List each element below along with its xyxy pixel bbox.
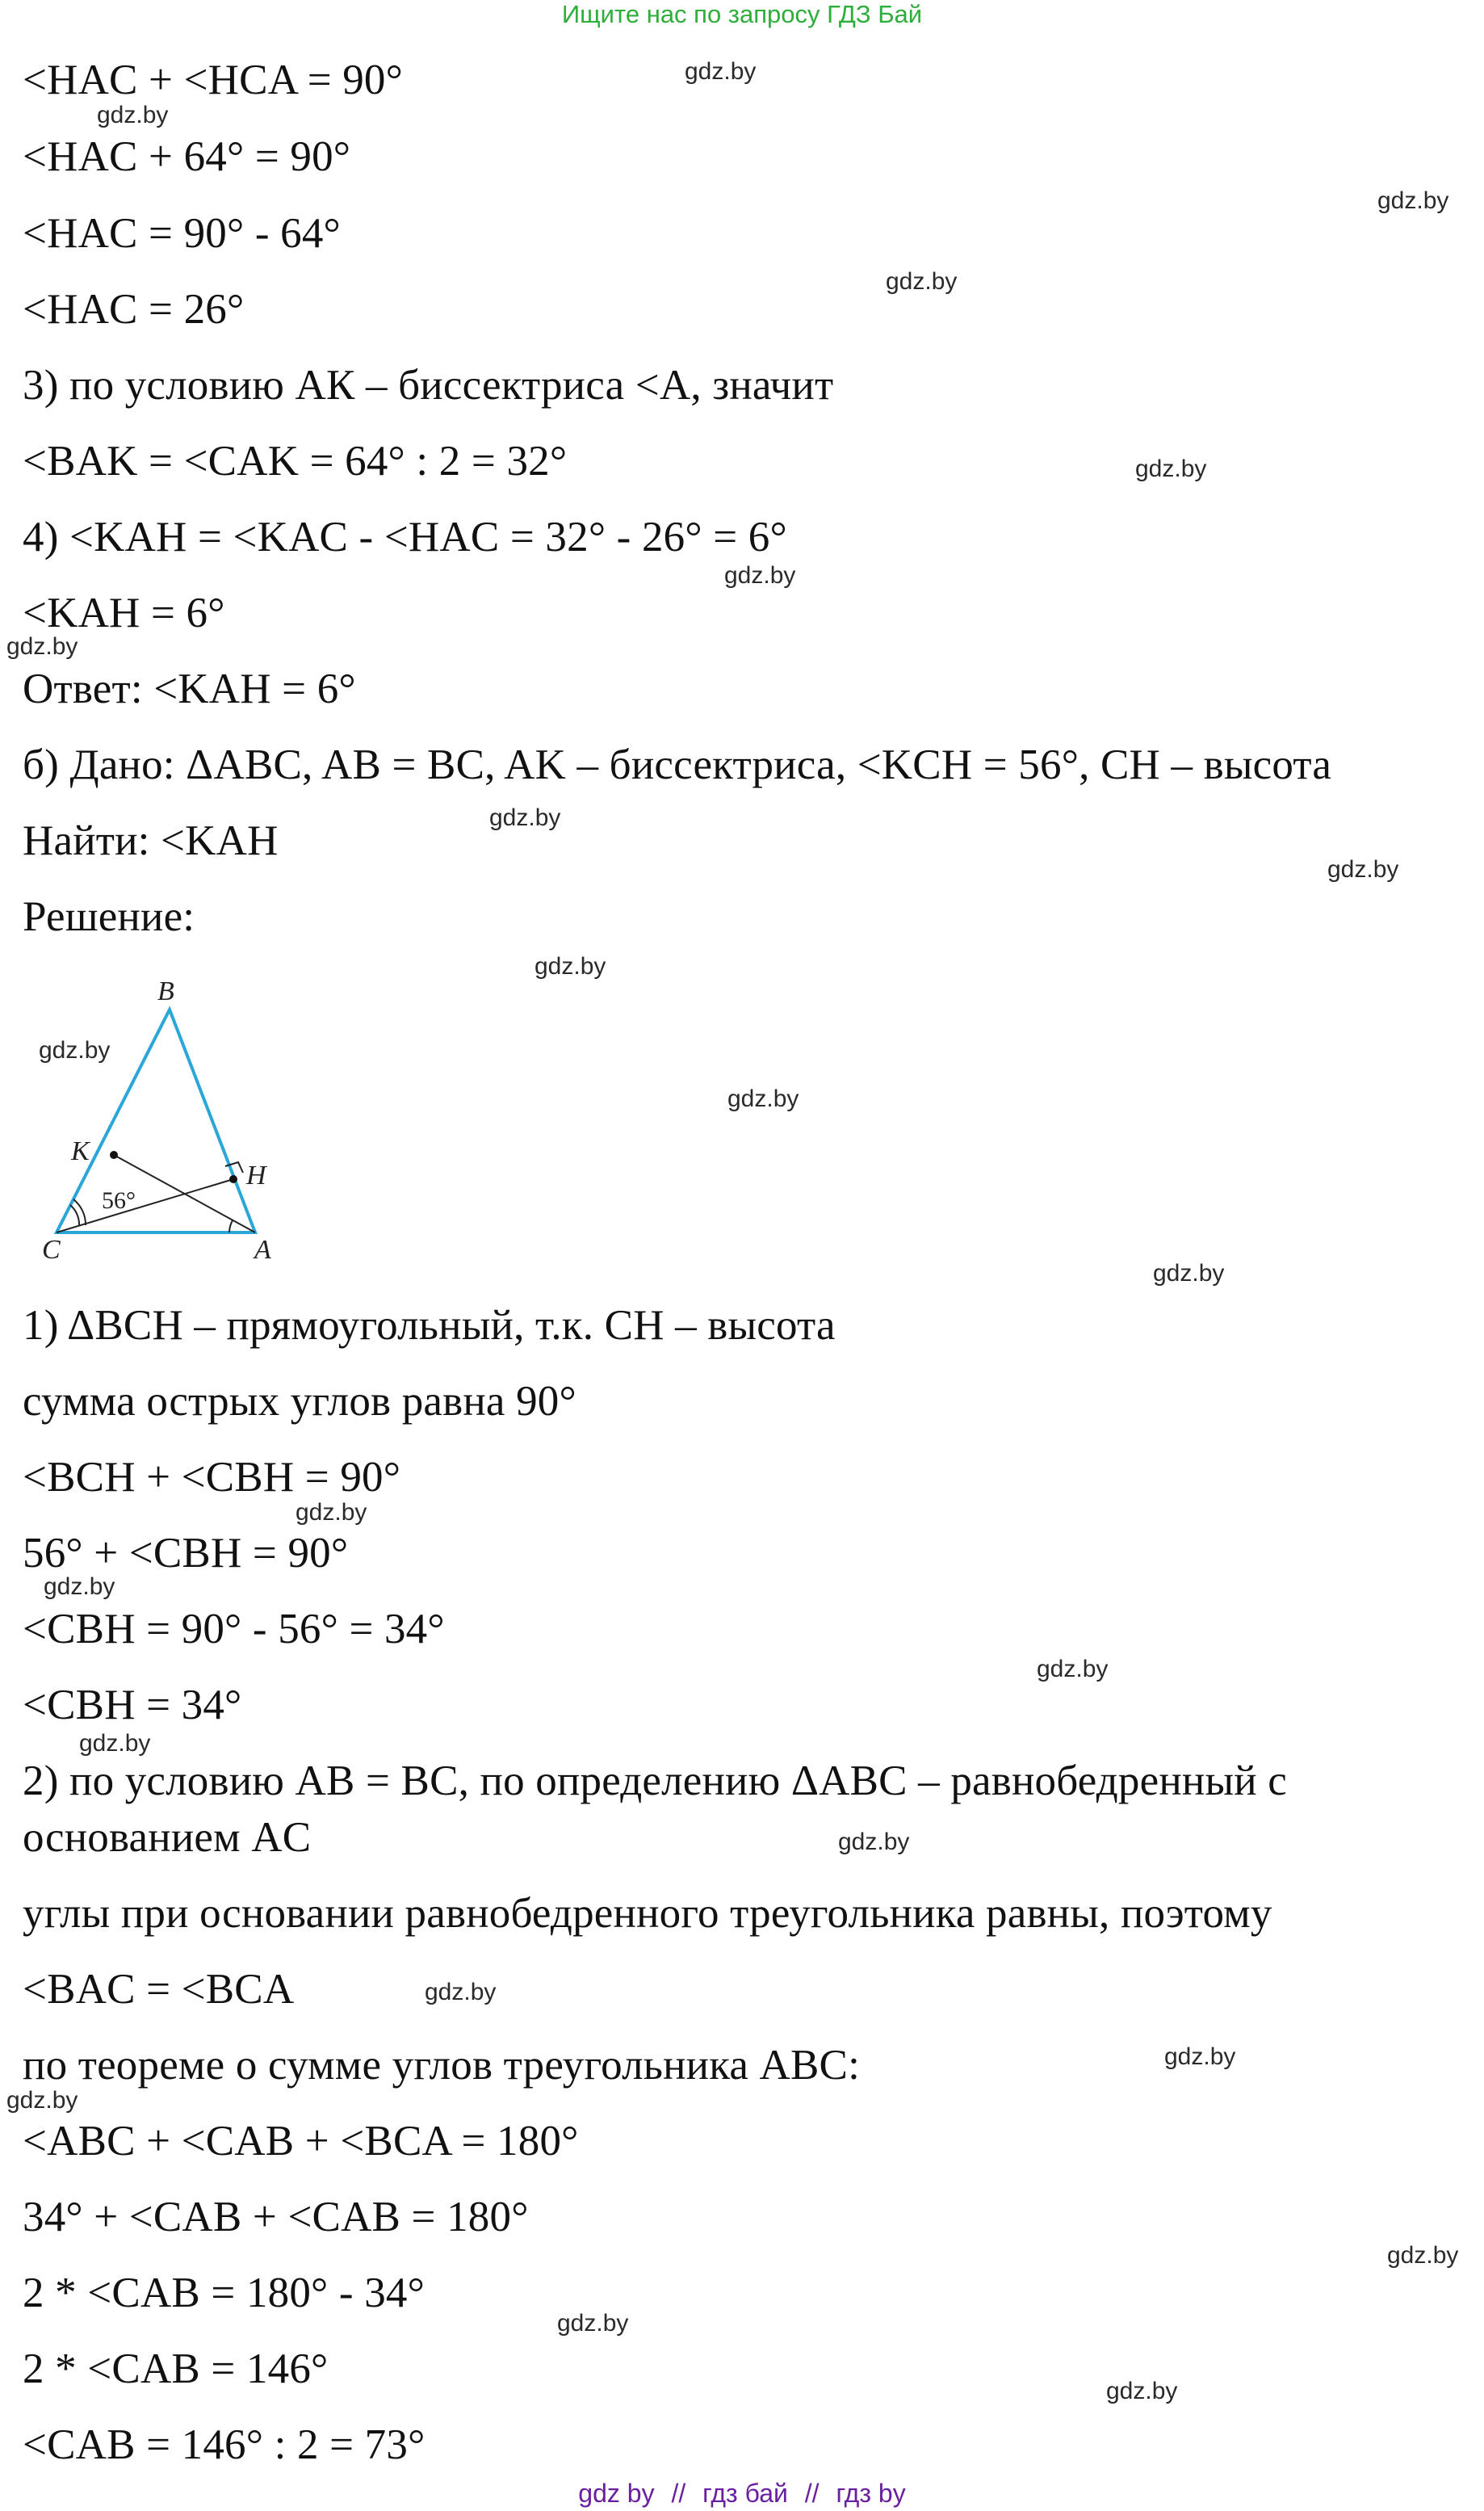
answer-line: Ответ: <KAH = 6°	[23, 666, 356, 712]
watermark: gdz.by	[838, 1829, 910, 1855]
text-line: <CBH = 34°	[23, 1682, 242, 1728]
watermark: gdz.by	[1153, 1260, 1225, 1287]
watermark: gdz.by	[1106, 2378, 1178, 2404]
footer-link-gdz-by-ru[interactable]: гдз by	[836, 2479, 906, 2508]
watermark: gdz.by	[685, 58, 757, 85]
text-line: <HAC = 26°	[23, 286, 245, 333]
text-line: <HAC = 90° - 64°	[23, 210, 341, 257]
text-line: 56° + <CBH = 90°	[23, 1530, 349, 1577]
label-k: K	[71, 1136, 90, 1166]
label-h: H	[246, 1161, 266, 1190]
watermark: gdz.by	[44, 1573, 115, 1600]
angle-arc-a	[229, 1220, 233, 1232]
point-h	[229, 1175, 237, 1183]
text-line: <BAK = <CAK = 64° : 2 = 32°	[23, 438, 568, 485]
watermark: gdz.by	[886, 268, 958, 295]
watermark: gdz.by	[1387, 2242, 1459, 2269]
triangle-diagram	[40, 961, 299, 1284]
text-line: 2 * <CAB = 146°	[23, 2345, 329, 2392]
text-line: <KAH = 6°	[23, 590, 225, 636]
watermark: gdz.by	[724, 562, 796, 589]
text-line: <CBH = 90° - 56° = 34°	[23, 1606, 445, 1652]
angle-label-56: 56°	[102, 1187, 136, 1214]
footer-links	[0, 2478, 1484, 2509]
watermark: gdz.by	[425, 1979, 497, 2005]
text-line: <BAC = <BCA	[23, 1966, 295, 2013]
footer-link-gdz-bai[interactable]: гдз бай	[702, 2479, 788, 2508]
solution-heading: Решение:	[23, 893, 195, 940]
watermark: gdz.by	[97, 102, 169, 128]
footer-link-gdz-by[interactable]: gdz by	[578, 2479, 655, 2508]
text-line: <ABC + <CAB + <BCA = 180°	[23, 2118, 579, 2165]
text-line: <BCH + <CBH = 90°	[23, 1454, 401, 1501]
text-line: <HAC + 64° = 90°	[23, 133, 351, 180]
text-line: углы при основании равнобедренного треугольника равны, поэтому	[23, 1890, 1272, 1937]
text-line: 3) по условию АК – биссектриса <А, значит	[23, 362, 834, 409]
watermark: gdz.by	[1327, 856, 1399, 883]
text-line: 2 * <CAB = 180° - 34°	[23, 2270, 425, 2316]
watermark: gdz.by	[39, 1037, 111, 1064]
footer-separator: //	[671, 2479, 686, 2508]
point-k	[110, 1151, 118, 1159]
angle-arc-c-1	[70, 1205, 79, 1226]
watermark: gdz.by	[6, 633, 78, 660]
text-line: 1) ΔBCH – прямоугольный, т.к. CH – высота	[23, 1302, 836, 1349]
footer-separator: //	[804, 2479, 820, 2508]
watermark: gdz.by	[727, 1085, 799, 1112]
given-line: б) Дано: ΔABC, AB = BC, AK – биссектриса, <KCH = 56°, CH – высота	[23, 741, 1332, 788]
text-line: 34° + <CAB + <CAB = 180°	[23, 2194, 529, 2240]
watermark: gdz.by	[1037, 1656, 1109, 1682]
text-line: 4) <KAH = <KAC - <HAC = 32° - 26° = 6°	[23, 514, 787, 561]
text-line: сумма острых углов равна 90°	[23, 1378, 576, 1425]
watermark: gdz.by	[1135, 456, 1207, 482]
text-line: 2) по условию AB = BC, по определению ΔABC – равнобедренный с	[23, 1757, 1287, 1804]
watermark: gdz.by	[489, 804, 561, 831]
text-line: <HAC + <HCA = 90°	[23, 57, 404, 103]
find-line: Найти: <KAH	[23, 817, 279, 864]
watermark: gdz.by	[534, 953, 606, 980]
text-line: основанием AC	[23, 1814, 312, 1861]
label-a: A	[254, 1235, 271, 1265]
label-c: C	[42, 1235, 61, 1265]
watermark: gdz.by	[557, 2310, 629, 2337]
label-b: B	[157, 976, 174, 1006]
watermark: gdz.by	[1164, 2043, 1236, 2070]
watermark: gdz.by	[6, 2087, 78, 2114]
text-line: <CAB = 146° : 2 = 73°	[23, 2421, 425, 2468]
text-line: по теореме о сумме углов треугольника ABC:	[23, 2042, 861, 2089]
watermark: gdz.by	[1377, 187, 1449, 214]
header-banner[interactable]: Ищите нас по запросу ГДЗ Бай	[561, 0, 923, 28]
watermark: gdz.by	[79, 1730, 151, 1757]
watermark: gdz.by	[296, 1499, 367, 1526]
